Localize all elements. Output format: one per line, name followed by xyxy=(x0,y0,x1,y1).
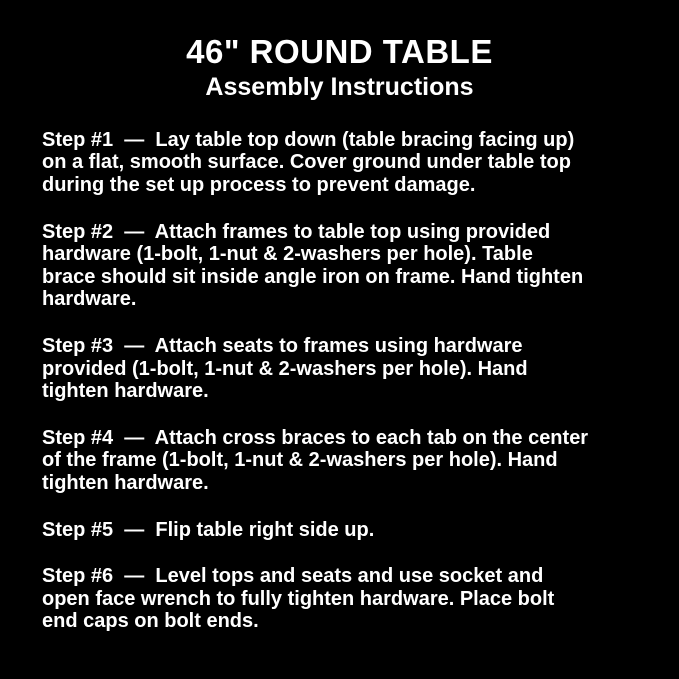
step-3-line-2: provided (1-bolt, 1-nut & 2-washers per hole). Hand xyxy=(42,357,528,380)
steps-list xyxy=(42,129,649,633)
step-1-line-2: on a flat, smooth surface. Cover ground under table top xyxy=(42,151,571,174)
step-4-line-2: of the frame (1-bolt, 1-nut & 2-washers per hole). Hand xyxy=(42,449,558,472)
step-3 xyxy=(42,335,649,403)
step-6-line-3: end caps on bolt ends. xyxy=(42,610,259,633)
step-6-line-1: Step #6 — Level tops and seats and use socket and xyxy=(42,565,544,588)
step-1-line-3: during the set up process to prevent damage. xyxy=(42,173,476,196)
step-2-line-3: brace should sit inside angle iron on frame. Hand tighten xyxy=(42,265,584,288)
step-4 xyxy=(42,427,649,495)
step-4-line-3: tighten hardware. xyxy=(42,471,209,494)
step-3-line-1: Step #3 — Attach seats to frames using hardware xyxy=(42,334,523,357)
step-5-line-1: Step #5 — Flip table right side up. xyxy=(42,518,375,541)
step-2-line-2: hardware (1-bolt, 1-nut & 2-washers per hole). Table xyxy=(42,243,533,266)
step-6 xyxy=(42,565,649,633)
page-subtitle: Assembly Instructions xyxy=(205,73,474,102)
step-6-line-2: open face wrench to fully tighten hardware. Place bolt xyxy=(42,587,555,610)
step-2 xyxy=(42,221,649,311)
step-5 xyxy=(42,519,649,542)
step-3-line-3: tighten hardware. xyxy=(42,380,209,403)
step-1 xyxy=(42,129,649,197)
step-2-line-4: hardware. xyxy=(42,288,137,311)
step-4-line-1: Step #4 — Attach cross braces to each tab on the center xyxy=(42,426,589,449)
step-1-line-1: Step #1 — Lay table top down (table bracing facing up) xyxy=(42,128,575,151)
page-title: 46" ROUND TABLE xyxy=(186,33,493,70)
step-2-line-1: Step #2 — Attach frames to table top using provided xyxy=(42,220,551,243)
